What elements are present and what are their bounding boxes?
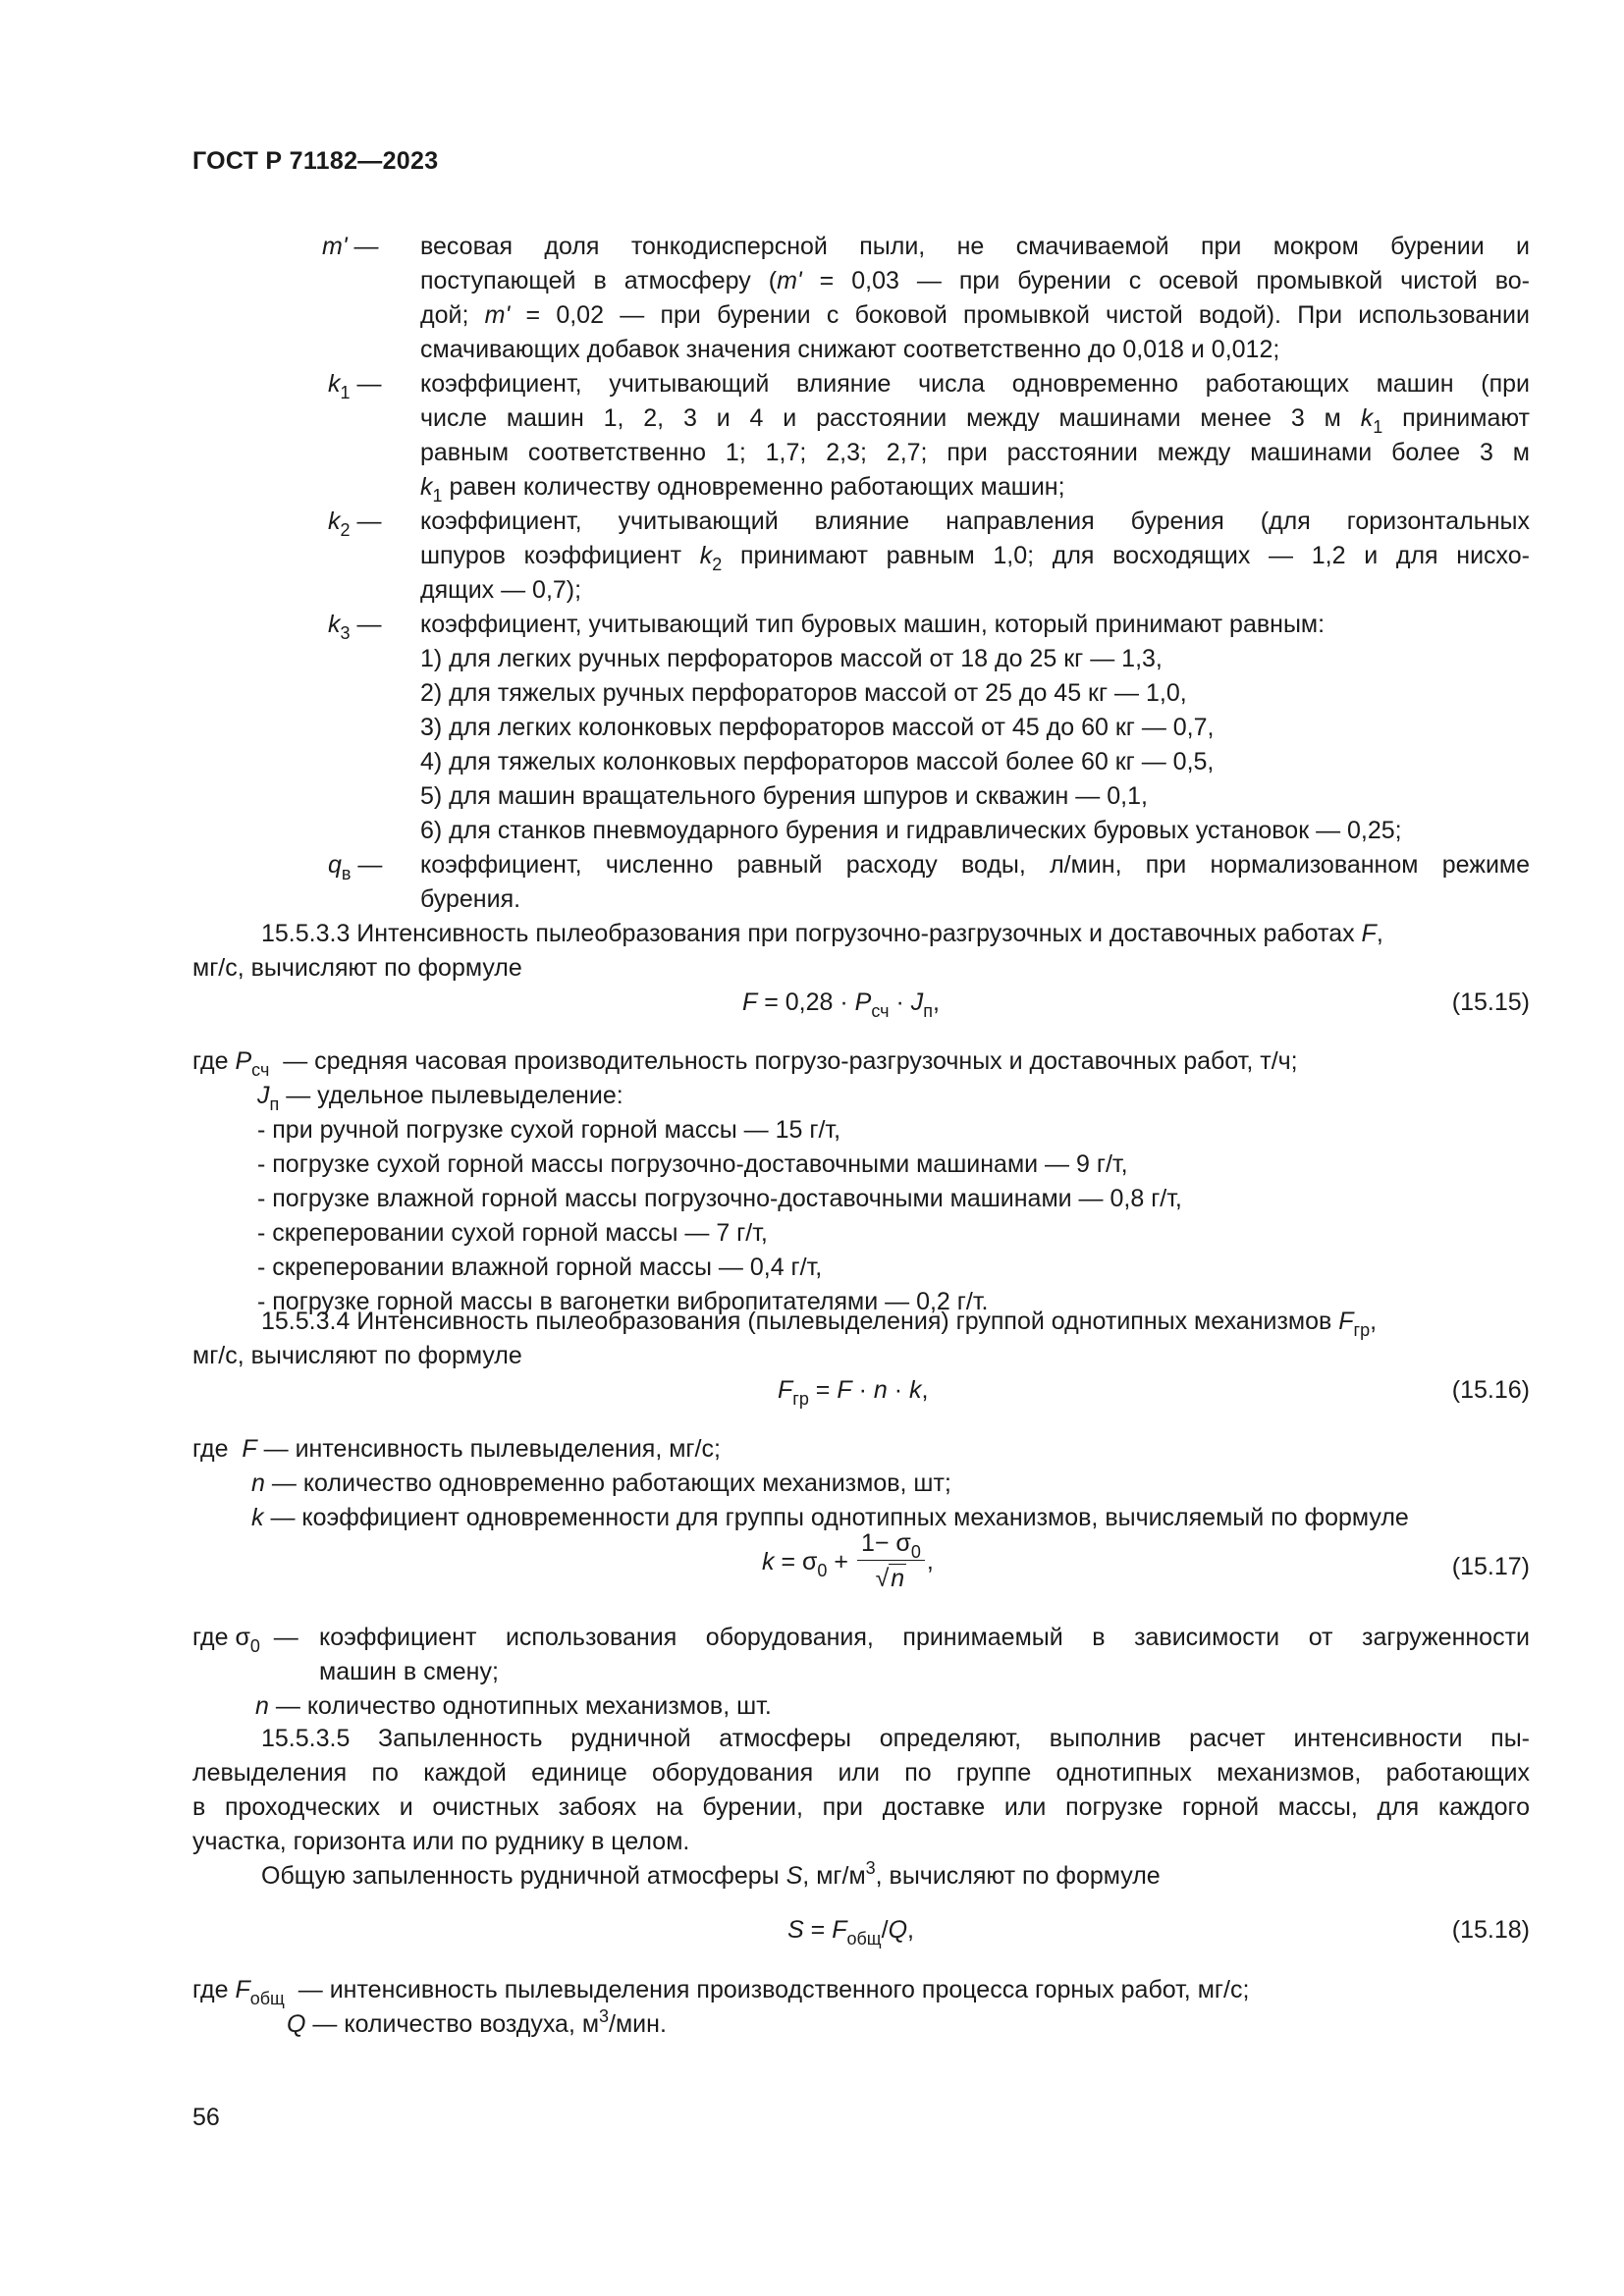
definition-line: весовая доля тонкодисперсной пыли, не смачиваемой при мокром бурении и — [420, 233, 1530, 260]
where-label: где — [192, 1624, 229, 1651]
definition-line: дой; m' = 0,02 — при бурении с боковой промывкой чистой водой). При использовании — [420, 301, 1530, 329]
definition-k: k — коэффициент одновременности для группы однотипных механизмов, вычисляемый по формуле — [251, 1504, 1409, 1531]
definition-line: дящих — 0,7); — [420, 576, 582, 604]
definition-p-sch: где $P_{сч}$ — средняя часовая производительность погрузо-разгрузочных и доставочных работ, т/ч; — [192, 1047, 1298, 1080]
list-item: - погрузке сухой горной массы погрузочно-доставочными машинами — 9 г/т, — [257, 1150, 1128, 1178]
list-item: 2) для тяжелых ручных перфораторов массой от 25 до 45 кг — 1,0, — [420, 679, 1187, 707]
equation-number: (15.15) — [1451, 988, 1530, 1016]
paragraph-line: Общую запыленность рудничной атмосферы S, $мг/м^3$, вычисляют по формуле — [261, 1858, 1161, 1890]
list-item: 3) для легких колонковых перфораторов массой от 45 до 60 кг — 0,7, — [420, 714, 1215, 741]
fraction: $\frac{1- \sigma_0}{√n}$ — [857, 1528, 925, 1594]
list-item: 1) для легких ручных перфораторов массой от 18 до 25 кг — 1,3, — [420, 645, 1163, 672]
list-item: - при ручной погрузке сухой горной массы — 15 г/т, — [257, 1116, 841, 1144]
document-header: ГОСТ Р 71182—2023 — [192, 147, 439, 175]
definition-line: поступающей в атмосферу (m' = 0,03 — при бурении с осевой промывкой чистой во- — [420, 267, 1530, 294]
definition-line: коэффициент, численно равный расходу воды, л/мин, при нормализованном режиме — [420, 851, 1530, 879]
term-symbol: m' — — [322, 233, 379, 260]
definition-line: шпуров коэффициент $k_2$ принимают равным 1,0; для восходящих — 1,2 и для нисхо- — [420, 542, 1530, 574]
definition-text: количество однотипных механизмов, шт. — [306, 1692, 772, 1720]
where-label: где — [192, 1976, 229, 2003]
formula-15-17: $k = \sigma_0$ + $\frac{1- \sigma_0}{√n}$ , — [762, 1529, 934, 1592]
definition-line: равным соответственно 1; 1,7; 2,3; 2,7; при расстоянии между машинами более 3 м — [420, 439, 1530, 466]
paragraph-line: мг/с, вычисляют по формуле — [192, 954, 522, 982]
where-label: где — [192, 1435, 229, 1463]
list-item: 6) для станков пневмоударного бурения и гидравлических буровых установок — 0,25; — [420, 817, 1402, 844]
definition-line: бурения. — [420, 885, 521, 913]
section-15-5-3-5 — [192, 1722, 1530, 2038]
where-label: где — [192, 1047, 229, 1075]
definition-line: коэффициент, учитывающий влияние направления бурения (для горизонтальных — [420, 507, 1530, 535]
formula-15-16: $F_{гр} = F \cdot n \cdot k$, — [778, 1376, 929, 1409]
list-item: - погрузке горной массы в вагонетки вибропитателями — 0,2 г/т. — [257, 1288, 989, 1315]
paragraph-line: 15.5.3.3 Интенсивность пылеобразования при погрузочно-разгрузочных и доставочных работах F, — [261, 920, 1383, 947]
list-item: - скреперовании сухой горной массы — 7 г/т, — [257, 1219, 768, 1247]
paragraph-line: 15.5.3.4 Интенсивность пылеобразования (пылевыделения) группой однотипных механизмов $F_{гр}$, — [261, 1308, 1378, 1340]
definition-text: интенсивность пылевыделения производственного процесса горных работ, мг/с; — [329, 1976, 1250, 2003]
section-15-5-3-4 — [192, 1305, 1530, 1720]
paragraph-line: участка, горизонта или по руднику в целом. — [192, 1828, 690, 1855]
definition-f: где F — интенсивность пылевыделения, мг/с; — [192, 1435, 721, 1463]
equation-number: (15.16) — [1451, 1376, 1530, 1404]
paragraph-line: 15.5.3.5 Запыленность рудничной атмосферы определяют, выполнив расчет интенсивности пы- — [261, 1725, 1530, 1752]
formula-15-15: $F = 0,28 \cdot P_{сч} \cdot J_п$, — [742, 988, 940, 1021]
paragraph-line: в проходческих и очистных забоях на бурении, при доставке или погрузке горной массы, для каждого — [192, 1793, 1530, 1821]
term-symbol: $q_в$ — — [328, 851, 383, 883]
page-number: 56 — [192, 2104, 220, 2131]
definition-text: средняя часовая производительность погрузо-разгрузочных и доставочных работ, т/ч; — [314, 1047, 1298, 1075]
list-item: - погрузке влажной горной массы погрузочно-доставочными машинами — 0,8 г/т, — [257, 1185, 1182, 1212]
list-item: - скреперовании влажной горной массы — 0,4 г/т, — [257, 1254, 823, 1281]
definition-line: коэффициент, учитывающий тип буровых машин, который принимают равным: — [420, 611, 1326, 638]
definition-line: числе машин 1, 2, 3 и 4 и расстоянии между машинами менее 3 м $k_1$ принимают — [420, 404, 1530, 437]
definition-n: n — количество одновременно работающих механизмов, шт; — [251, 1469, 951, 1497]
paragraph-line: левыделения по каждой единице оборудования или по группе однотипных механизмов, работающих — [192, 1759, 1530, 1787]
definition-text: коэффициент одновременности для группы однотипных механизмов, вычисляемый по формуле — [301, 1504, 1409, 1531]
definition-q: Q — количество воздуха, $м^3$/мин. — [287, 2006, 667, 2038]
definition-text: удельное пылевыделение: — [317, 1082, 623, 1109]
equation-number: (15.17) — [1451, 1553, 1530, 1580]
definition-text: интенсивность пылевыделения, мг/с; — [295, 1435, 721, 1463]
term-symbol: $k_1$ — — [328, 370, 382, 402]
list-item: 5) для машин вращательного бурения шпуров и скважин — 0,1, — [420, 782, 1148, 810]
definition-line: $k_1$ равен количеству одновременно работающих машин; — [420, 473, 1065, 506]
definition-f-obsch: где $F_{общ}$ — интенсивность пылевыделения производственного процесса горных работ, мг/с; — [192, 1976, 1250, 2008]
definition-j-p: $J_п$ — удельное пылевыделение: — [257, 1082, 623, 1114]
equation-number: (15.18) — [1451, 1916, 1530, 1944]
term-symbol: $k_3$ — — [328, 611, 382, 643]
paragraph-line: мг/с, вычисляют по формуле — [192, 1342, 522, 1369]
definition-n-count: n — количество однотипных механизмов, шт. — [255, 1692, 772, 1720]
definition-text: коэффициент использования оборудования, принимаемый в зависимости от загруженности — [319, 1624, 1530, 1651]
definition-line: машин в смену; — [319, 1658, 499, 1685]
list-item: 4) для тяжелых колонковых перфораторов массой более 60 кг — 0,5, — [420, 748, 1215, 775]
section-15-5-3-3 — [192, 917, 1530, 1315]
definition-line: смачивающих добавок значения снижают соответственно до 0,018 и 0,012; — [420, 336, 1280, 363]
definition-sigma0: где $\sigma_0$ — коэффициент использования оборудования, принимаемый в зависимости от загруженности — [192, 1621, 1530, 1655]
formula-15-18: $S = F_{общ}/Q$, — [787, 1916, 914, 1949]
definition-text: количество одновременно работающих механизмов, шт; — [302, 1469, 951, 1497]
definition-line: коэффициент, учитывающий влияние числа одновременно работающих машин (при — [420, 370, 1530, 398]
term-symbol: $k_2$ — — [328, 507, 382, 540]
